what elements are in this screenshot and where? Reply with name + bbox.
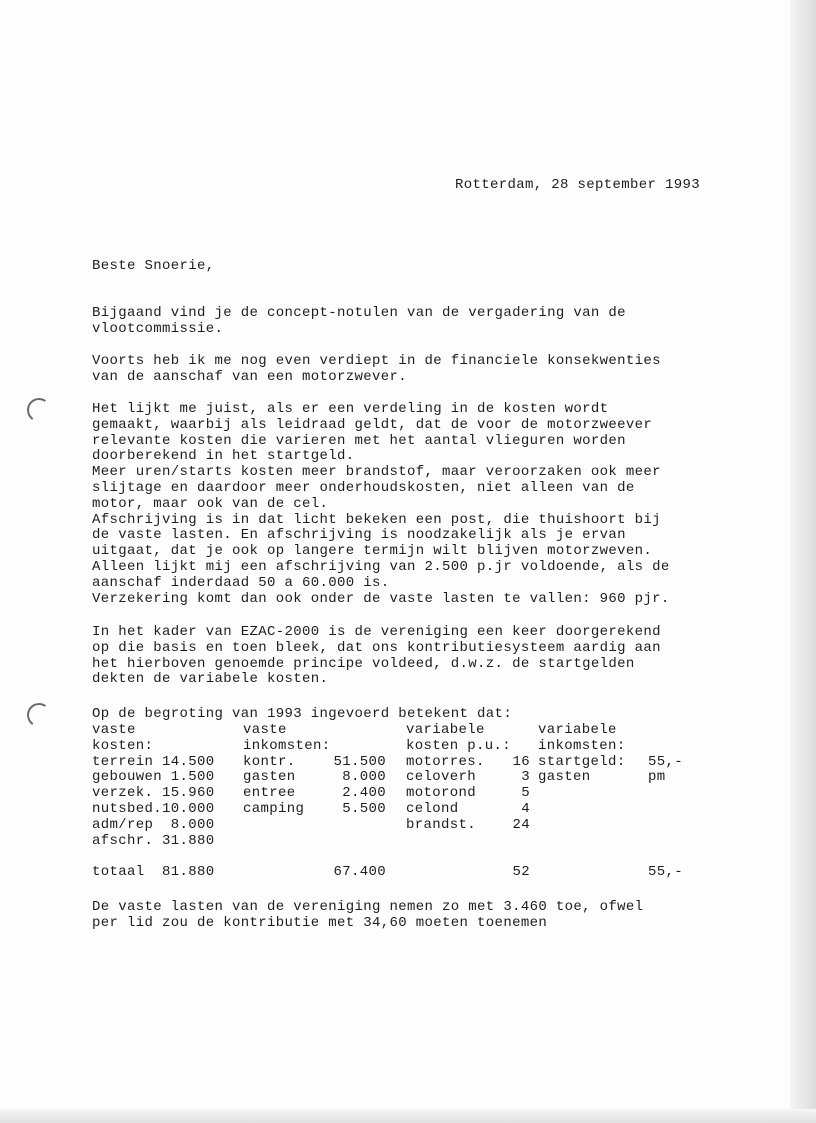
punch-hole-top bbox=[25, 396, 53, 424]
totals-label: totaal 81.880 bbox=[92, 864, 215, 881]
table-cell: motorres. bbox=[406, 753, 485, 770]
table-cell: 8.000 bbox=[342, 769, 386, 786]
totals-variabele-inkomsten: 55,- bbox=[648, 864, 684, 881]
header-variabele-inkomsten: variabele bbox=[538, 722, 617, 738]
table-cell: afschr. 31.880 bbox=[92, 832, 215, 849]
header-label: inkomsten: bbox=[538, 737, 626, 754]
table-cell: celoverh bbox=[406, 769, 477, 786]
table-cell: pm bbox=[648, 769, 666, 786]
table-cell: verzek. 15.960 bbox=[92, 785, 215, 802]
paragraph-financien: Voorts heb ik me nog even verdiept in de financiele konsekwenties van de aanschaf van een motorzwever. bbox=[92, 353, 661, 385]
table-cell: nutsbed.10.000 bbox=[92, 800, 215, 817]
table-cell: motorond bbox=[406, 785, 477, 802]
table-cell: gasten bbox=[243, 769, 296, 786]
header-label: kosten: bbox=[92, 737, 154, 754]
budget-intro: Op de begroting van 1993 ingevoerd betekent dat: bbox=[92, 706, 513, 722]
header-vaste-inkomsten: vaste bbox=[243, 722, 287, 738]
table-cell: 5.500 bbox=[342, 800, 386, 817]
header-label: kosten p.u.: bbox=[406, 737, 512, 754]
paragraph-kostenverdeling: Het lijkt me juist, als er een verdeling in de kosten wordt gemaakt, waarbij als leidraad geldt, dat de voor de motorzweever relevante kosten die varieren met het aantal vlieguren worden doorberekend in het startgeld. Meer uren/starts kosten meer brandstof, maar veroorzaken ook meer slijtage en daardoor meer onderhoudskosten, niet alleen van de motor, maar ook van de cel. Afschrijving is in dat licht bekeken een post, die thuishoort bij de vaste lasten. En afschrijving is noodzakelijk als je ervan uitgaat, dat je ook op langere termijn wilt blijven motorzweven. Alleen lijkt mij een afschrijving van 2.500 p.jr voldoende, als de aanschaf inderdaad 50 a 60.000 is. Verzekering komt dan ook onder de vaste lasten te vallen: 960 pjr. bbox=[92, 401, 670, 607]
table-cell: 4 bbox=[521, 800, 530, 817]
salutation: Beste Snoerie, bbox=[92, 258, 215, 274]
table-cell: kontr. bbox=[243, 753, 296, 770]
date-line: Rotterdam, 28 september 1993 bbox=[455, 177, 701, 193]
page-edge-shadow bbox=[790, 0, 816, 1123]
table-cell: 24 bbox=[512, 816, 530, 833]
table-cell: terrein 14.500 bbox=[92, 753, 215, 770]
totals-variabele-kosten: 52 bbox=[512, 864, 530, 881]
punch-hole-bottom bbox=[25, 701, 53, 729]
table-cell: camping bbox=[243, 800, 305, 817]
table-cell: gebouwen 1.500 bbox=[92, 769, 215, 786]
header-variabele-kosten: variabele bbox=[406, 722, 485, 738]
table-cell: 2.400 bbox=[342, 785, 386, 802]
table-cell: 51.500 bbox=[333, 753, 386, 770]
table-cell: startgeld: bbox=[538, 753, 626, 770]
table-cell: brandst. bbox=[406, 816, 477, 833]
header-vaste-kosten: vaste bbox=[92, 722, 136, 738]
totals-vaste-inkomsten: 67.400 bbox=[333, 864, 386, 881]
table-cell: 3 bbox=[521, 769, 530, 786]
table-cell: 16 bbox=[512, 753, 530, 770]
header-label: inkomsten: bbox=[243, 737, 331, 754]
closing-paragraph: De vaste lasten van de vereniging nemen zo met 3.460 toe, ofwel per lid zou de kontributie met 34,60 moeten toenemen bbox=[92, 899, 644, 931]
paragraph-notulen: Bijgaand vind je de concept-notulen van de vergadering van de vlootcommissie. bbox=[92, 305, 626, 337]
table-cell: adm/rep 8.000 bbox=[92, 816, 215, 833]
page-bottom-shadow bbox=[0, 1109, 816, 1123]
paragraph-ezac: In het kader van EZAC-2000 is de vereniging een keer doorgerekend op die basis en toen bleek, dat ons kontributiesysteem aardig aan het hierboven genoemde principe voldeed, d.w.z. de startgelden dekten de variabele kosten. bbox=[92, 624, 661, 688]
table-cell: celond bbox=[406, 800, 459, 817]
table-cell: 55,- bbox=[648, 753, 684, 770]
table-cell: entree bbox=[243, 785, 296, 802]
table-cell: gasten bbox=[538, 769, 591, 786]
table-cell: 5 bbox=[521, 785, 530, 802]
